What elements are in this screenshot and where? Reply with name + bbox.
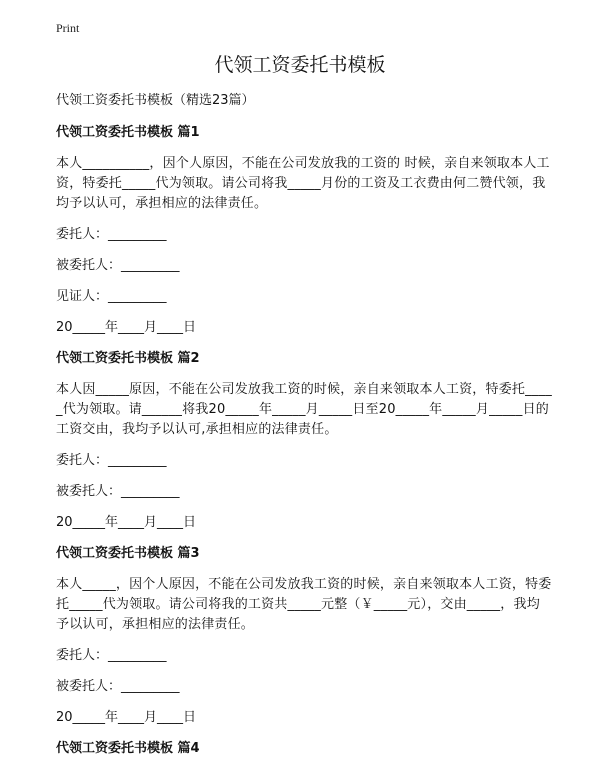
signature-field-witness: 见证人：_________ xyxy=(56,289,167,304)
signature-field-agent: 被委托人：_________ xyxy=(56,484,180,499)
section-body: 本人__________，因个人原因，不能在公司发放我的工资的 时候，亲自来领取本人工资，特委托_____代为领取。请公司将我_____月份的工资及工衣费由何二赞代领，我均予以认可，承担相应的法律责任。 xyxy=(56,156,550,211)
signature-field-principal: 委托人：_________ xyxy=(56,227,167,242)
section-4 xyxy=(56,740,552,758)
section-heading: 代领工资委托书模板 篇3 xyxy=(56,546,200,561)
section-body: 本人_____，因个人原因，不能在公司发放我工资的时候，亲自来领取本人工资，特委托_____代为领取。请公司将我的工资共_____元整（￥_____元），交由_____，我均予以认可，承担相应的法律责任。 xyxy=(56,577,552,632)
date-field: 20_____年____月____日 xyxy=(56,515,197,530)
section-2 xyxy=(56,350,552,532)
date-field: 20_____年____月____日 xyxy=(56,710,197,725)
signature-field-agent: 被委托人：_________ xyxy=(56,679,180,694)
print-link[interactable]: Print xyxy=(56,21,80,35)
section-body: 本人因_____原因，不能在公司发放我工资的时候，亲自来领取本人工资，特委托_____代为领取。请______将我20_____年_____月_____日至20_____年_____月_____日的工资交由，我均予以认可,承担相应的法律责任。 xyxy=(56,382,552,437)
section-1 xyxy=(56,124,552,337)
section-heading: 代领工资委托书模板 篇1 xyxy=(56,125,200,140)
signature-field-principal: 委托人：_________ xyxy=(56,648,167,663)
section-3 xyxy=(56,545,552,727)
document-content xyxy=(56,124,552,770)
section-heading: 代领工资委托书模板 篇2 xyxy=(56,351,200,366)
document-subtitle: 代领工资委托书模板（精选23篇） xyxy=(56,93,255,108)
document-title: 代领工资委托书模板 xyxy=(214,54,386,76)
signature-field-principal: 委托人：_________ xyxy=(56,453,167,468)
date-field: 20_____年____月____日 xyxy=(56,320,197,335)
signature-field-agent: 被委托人：_________ xyxy=(56,258,180,273)
section-heading: 代领工资委托书模板 篇4 xyxy=(56,741,200,756)
